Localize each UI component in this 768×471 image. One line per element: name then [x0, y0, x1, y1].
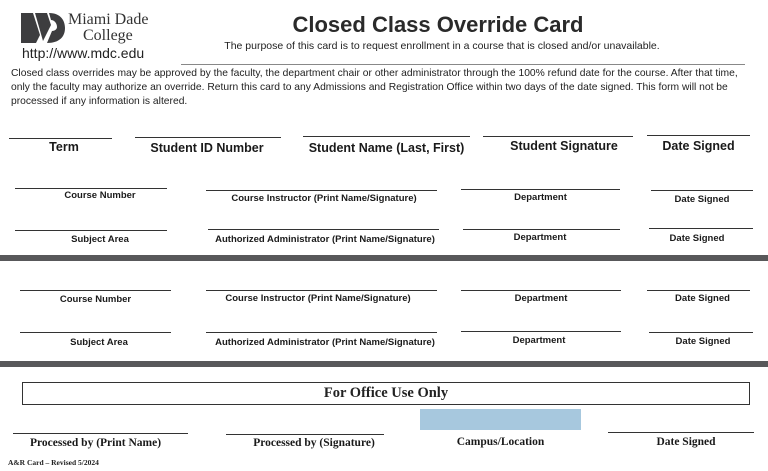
date-signed-field-line[interactable] [651, 190, 753, 191]
department-label: Department [514, 192, 567, 203]
mdc-logo-icon [21, 13, 65, 43]
subject-area-field-line[interactable] [15, 230, 167, 231]
authorized-admin-field-line[interactable] [208, 229, 439, 230]
course-number-field-line[interactable] [20, 290, 171, 291]
term-field-line[interactable] [9, 138, 112, 139]
student-id-label: Student ID Number [150, 141, 264, 155]
subject-area-field-line[interactable] [20, 332, 171, 333]
date-signed-field-line[interactable] [649, 228, 753, 229]
section-divider [0, 255, 768, 261]
subject-area-label: Subject Area [70, 337, 128, 348]
department-field-line[interactable] [461, 290, 621, 291]
processed-by-name-field-line[interactable] [13, 433, 188, 434]
department-label: Department [513, 232, 567, 243]
subject-area-label: Subject Area [71, 234, 129, 245]
processed-by-name-label: Processed by (Print Name) [29, 437, 162, 449]
date-signed-label: Date Signed [675, 336, 731, 347]
course-number-label: Course Number [64, 190, 136, 201]
office-date-signed-label: Date Signed [656, 436, 716, 448]
date-signed-field-line[interactable] [647, 290, 750, 291]
date-signed-label: Date Signed [675, 293, 730, 304]
page-subtitle: The purpose of this card is to request enrollment in a course that is closed and/or unavailable. [224, 40, 660, 52]
student-signature-label: Student Signature [510, 139, 618, 153]
student-date-label: Date Signed [662, 139, 735, 153]
processed-by-signature-field-line[interactable] [226, 434, 384, 435]
section-divider [0, 361, 768, 367]
authorized-admin-field-line[interactable] [206, 332, 437, 333]
course-instructor-field-line[interactable] [206, 290, 437, 291]
student-name-field-line[interactable] [303, 136, 470, 137]
campus-location-label: Campus/Location [456, 436, 545, 448]
course-instructor-label: Course Instructor (Print Name/Signature) [231, 193, 417, 204]
authorized-admin-label: Authorized Administrator (Print Name/Signature) [215, 337, 435, 348]
date-signed-label: Date Signed [669, 233, 725, 244]
course-number-label: Course Number [59, 294, 132, 305]
date-signed-label: Date Signed [674, 194, 730, 205]
student-date-field-line[interactable] [647, 135, 750, 136]
college-name-line2: College [83, 27, 133, 44]
page-title: Closed Class Override Card [292, 12, 584, 37]
office-date-signed-field-line[interactable] [608, 432, 754, 433]
student-signature-field-line[interactable] [483, 136, 633, 137]
authorized-admin-label: Authorized Administrator (Print Name/Signature) [215, 234, 435, 245]
student-name-label: Student Name (Last, First) [308, 141, 465, 155]
department-field-line[interactable] [461, 331, 621, 332]
student-id-field-line[interactable] [135, 137, 281, 138]
header-divider [181, 64, 745, 65]
term-label: Term [49, 140, 79, 154]
college-url: http://www.mdc.edu [22, 45, 145, 61]
processed-by-signature-label: Processed by (Signature) [253, 437, 375, 449]
office-use-box [22, 382, 750, 405]
instructions-text: Closed class overrides may be approved by the faculty, the department chair or other administrator through the 100% refund date for the course. After that time, only the faculty may authorize an override. Return this card to any Admissions and Registration Office within two days of the date signed. This form will not be processed if any information is altered. [11, 68, 738, 107]
department-field-line[interactable] [463, 229, 620, 230]
campus-location-field[interactable] [420, 409, 581, 430]
department-label: Department [512, 335, 566, 346]
department-field-line[interactable] [461, 189, 620, 190]
college-name-line1: Miami Dade [68, 11, 149, 28]
date-signed-field-line[interactable] [649, 332, 753, 333]
course-instructor-label: Course Instructor (Print Name/Signature) [225, 293, 411, 304]
office-use-title: For Office Use Only [323, 385, 449, 401]
department-label: Department [514, 293, 568, 304]
course-instructor-field-line[interactable] [206, 190, 437, 191]
revision-footer: A&R Card – Revised 5/2024 [8, 458, 99, 467]
course-number-field-line[interactable] [15, 188, 167, 189]
